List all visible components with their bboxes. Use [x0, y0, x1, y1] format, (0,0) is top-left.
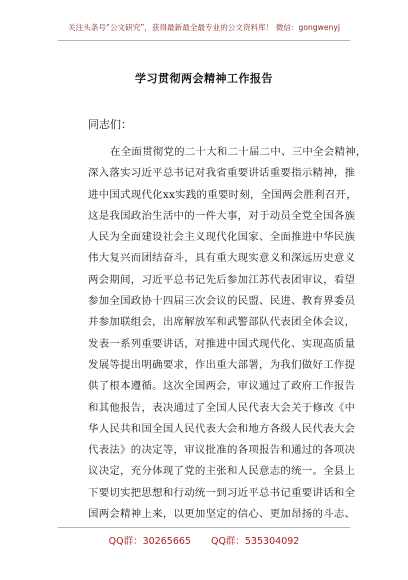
body-line: 和其他报告，表决通过了全国人民代表大会关于修改《中 [88, 401, 356, 414]
body-line: 参加全国政协十四届三次会议的民盟、民进、教育界委员 [88, 295, 356, 308]
body-line: 两会期间，习近平总书记先后参加江苏代表团审议，看望 [88, 273, 356, 286]
body-line: 下要切实把思想和行动统一到习近平总书记重要讲话和全 [88, 486, 356, 499]
body-line: 进中国式现代化xx实践的重要时刻，全国两会胜利召开， [88, 188, 357, 201]
body-line: 发展等提出明确要求，作出重大部署，为我们做好工作提 [88, 358, 356, 371]
footer-qq-group-2: QQ群：535304092 [210, 536, 300, 547]
footer-qq-group-1: QQ群：30265665 [108, 536, 191, 547]
body-line: 议决定，充分体现了党的主张和人民意志的统一。全县上 [88, 465, 356, 478]
body-line: 发表一系列重要讲话，对推进中国式现代化、实现高质量 [88, 337, 356, 350]
body-line: 国两会精神上来，以更加坚定的信心、更加昂扬的斗志、 [88, 508, 356, 521]
body-line: 伟大复兴而团结奋斗，具有重大现实意义和深远历史意义 [88, 252, 356, 265]
document-title: 学习贯彻两会精神工作报告 [135, 72, 273, 85]
body-line: 并参加联组会，出席解放军和武警部队代表团全体会议， [88, 316, 356, 329]
footer-contacts [0, 533, 408, 547]
body-line: 供了根本遵循。这次全国两会，审议通过了政府工作报告 [88, 380, 356, 393]
header-banner: 关注头条号“公文研究”，获得最新最全最专业的公文资料库！ 微信：gongwenyj [68, 23, 340, 32]
body-line: 代表法》的决定等，审议批准的各项报告和通过的各项决 [88, 444, 356, 457]
body-line: 深入落实习近平总书记对我省重要讲话重要指示精神，推 [88, 167, 356, 180]
body-line: 人民为全面建设社会主义现代化国家、全面推进中华民族 [88, 231, 356, 244]
document-body [88, 142, 367, 525]
body-line: 这是我国政治生活中的一件大事，对于动员全党全国各族 [88, 209, 356, 222]
greeting: 同志们： [88, 118, 132, 131]
body-line: 华人民共和国全国人民代表大会和地方各级人民代表大会 [88, 422, 356, 435]
body-line: 在全面贯彻党的二十大和二十届二中、三中全会精神， [110, 146, 367, 158]
footer-divider [58, 527, 350, 528]
header-divider [58, 40, 350, 41]
